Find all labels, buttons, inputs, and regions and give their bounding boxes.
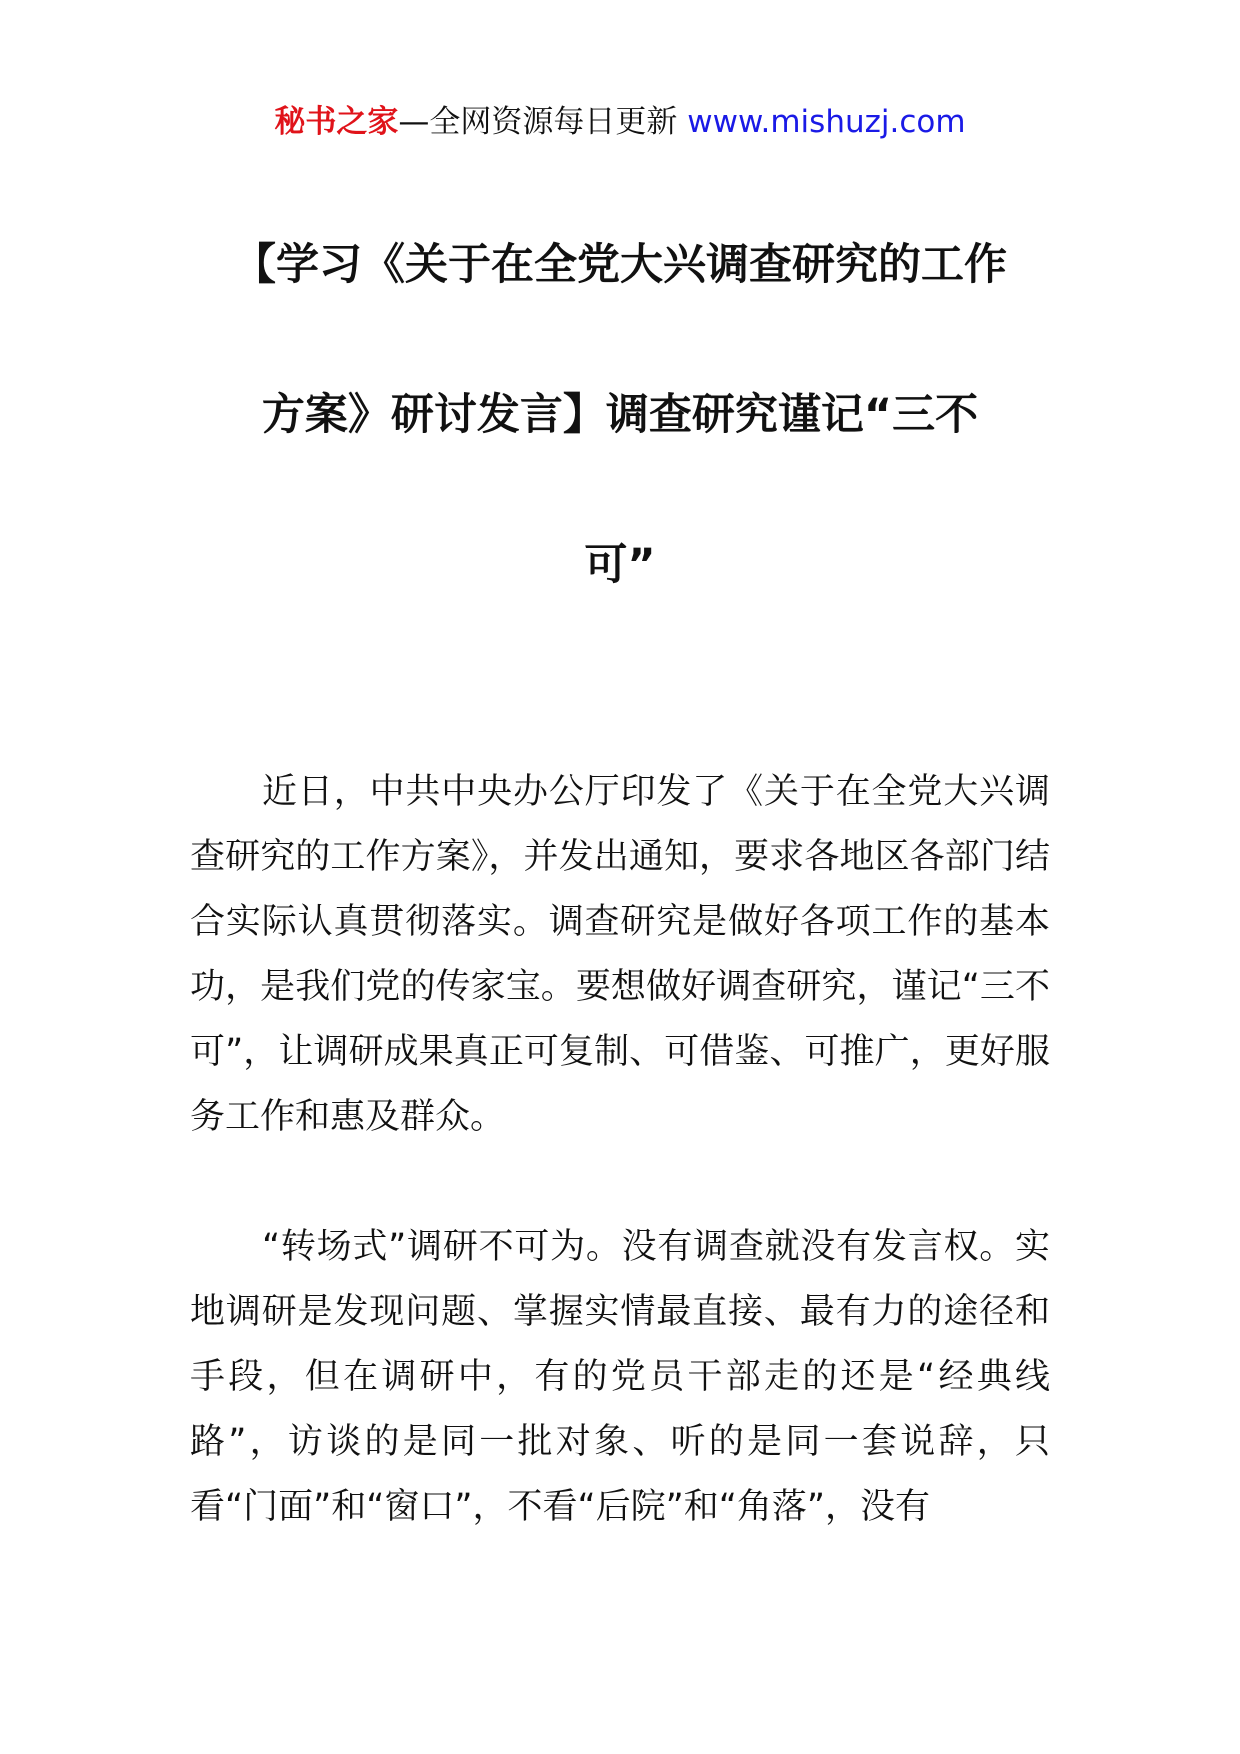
title-line: 可” xyxy=(584,540,656,590)
title-line: 方案》研讨发言】调查研究谨记“三不 xyxy=(261,390,979,440)
document-title xyxy=(190,190,1050,640)
site-url-link[interactable]: www.mishuzj.com xyxy=(687,104,966,140)
body-paragraph: 近日，中共中央办公厅印发了《关于在全党大兴调查研究的工作方案》，并发出通知，要求各地区各部门结合实际认真贯彻落实。调查研究是做好各项工作的基本功，是我们党的传家宝。要想做好调查研究，谨记“三不可”，让调研成果真正可复制、可借鉴、可推广，更好服务工作和惠及群众。 xyxy=(190,772,1050,1137)
title-line: 【学习《关于在全党大兴调查研究的工作 xyxy=(233,240,1007,290)
body-paragraph: “转场式”调研不可为。没有调查就没有发言权。实地调研是发现问题、掌握实情最直接、最有力的途径和手段，但在调研中，有的党员干部走的还是“经典线路”，访谈的是同一批对象、听的是同一套说辞，只看“门面”和“窗口”，不看“后院”和“角落”，没有 xyxy=(190,1227,1050,1527)
site-tagline: —全网资源每日更新 xyxy=(398,104,678,140)
site-brand: 秘书之家 xyxy=(274,104,399,140)
site-header xyxy=(0,100,1240,144)
document-body xyxy=(190,760,1050,1605)
